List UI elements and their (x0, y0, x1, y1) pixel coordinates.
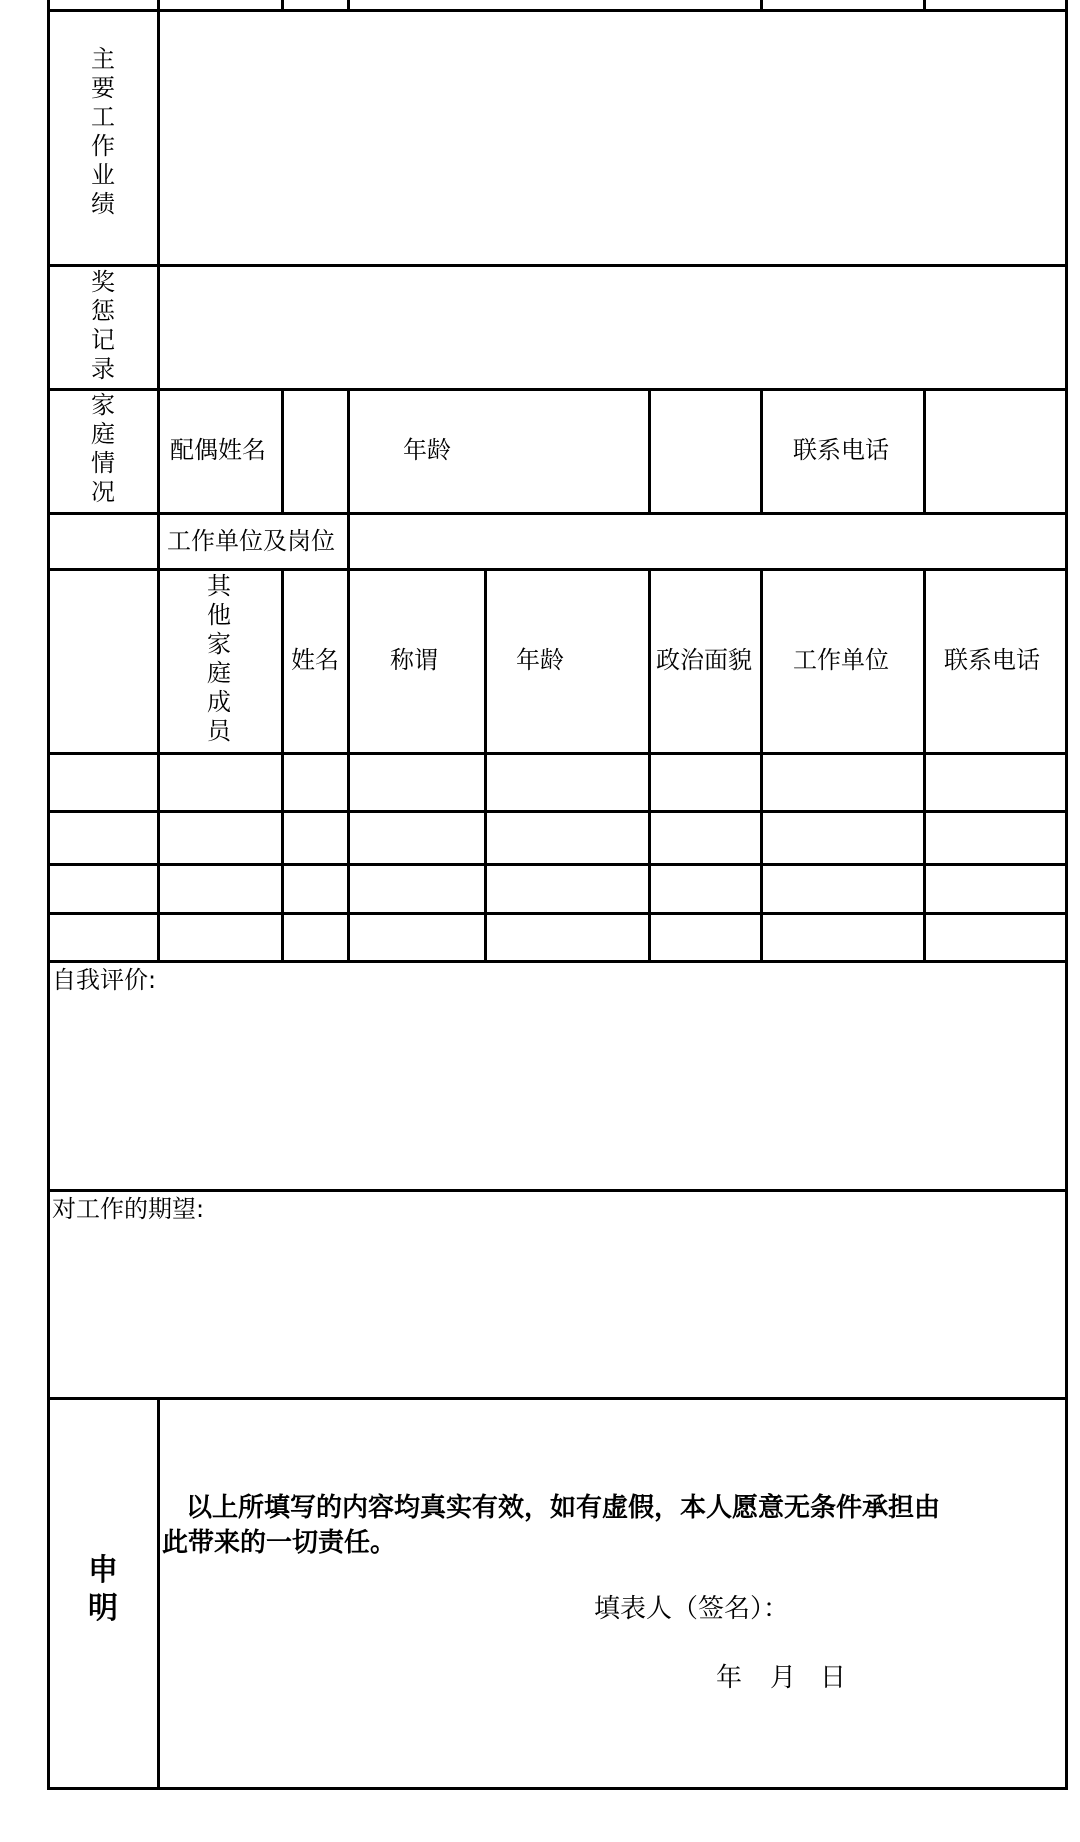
spouse-name-label: 配偶姓名 (170, 436, 266, 464)
work-performance-label: 主要工作业绩 (91, 45, 115, 218)
rule-h-self (47, 1189, 1068, 1192)
col-work-unit-header: 工作单位 (793, 646, 889, 674)
rule-v-col1-decl (157, 1397, 160, 1790)
date-year: 年 (716, 1663, 743, 1693)
spouse-age-field[interactable] (651, 391, 760, 512)
work-performance-field[interactable] (160, 12, 1065, 264)
rule-v-col6-top (760, 0, 763, 12)
rule-v-col3-top (347, 0, 350, 12)
rule-h-workunit (47, 568, 1068, 571)
date-month: 月 (770, 1663, 797, 1693)
col-phone-header: 联系电话 (944, 646, 1040, 674)
self-evaluation-field[interactable] (50, 1000, 1065, 1189)
rule-v-col7-table (923, 568, 926, 963)
declaration-label: 申明 (88, 1553, 118, 1626)
declaration-line1: 以上所填写的内容均真实有效，如有虚假，本人愿意无条件承担由 (186, 1493, 941, 1523)
rule-v-col3-table (347, 568, 350, 963)
rule-h-row1 (47, 810, 1068, 813)
rule-h-row3 (47, 912, 1068, 915)
spouse-age-label: 年龄 (403, 436, 451, 464)
rule-v-right (1065, 0, 1068, 1790)
rule-h-reward (47, 388, 1068, 391)
rule-v-col2-top (281, 0, 284, 12)
col-name-header: 姓名 (291, 646, 339, 674)
rule-v-col7-top (923, 0, 926, 12)
date-day: 日 (820, 1663, 847, 1693)
rule-v-col1-bottom (157, 568, 160, 963)
rule-h-header (47, 752, 1068, 755)
rewards-label: 奖惩记录 (91, 268, 115, 383)
rule-v-col6-spouse (760, 388, 763, 515)
rewards-field[interactable] (160, 267, 1065, 388)
self-evaluation-label: 自我评价: (52, 966, 157, 994)
rule-v-col4-table (484, 568, 487, 963)
work-unit-position-label: 工作单位及岗位 (167, 527, 335, 555)
work-unit-position-field[interactable] (350, 515, 1065, 568)
col-relation-header: 称谓 (390, 646, 438, 674)
rule-h-bottom (47, 1787, 1068, 1790)
rule-v-col6-table (760, 568, 763, 963)
signature-label: 填表人（签名）： (594, 1594, 790, 1624)
col-political-header: 政治面貌 (656, 646, 752, 674)
spouse-phone-label: 联系电话 (793, 436, 889, 464)
declaration-line2: 此带来的一切责任。 (162, 1528, 397, 1558)
family-label: 家庭情况 (91, 391, 115, 506)
rule-h-row2 (47, 863, 1068, 866)
rule-v-left (47, 0, 50, 1790)
rule-v-col5-table (648, 568, 651, 963)
other-members-label: 其他家庭成员 (207, 572, 231, 745)
spouse-name-field[interactable] (284, 391, 347, 512)
spouse-phone-field[interactable] (926, 391, 1065, 512)
rule-h-expect (47, 1397, 1068, 1400)
expectation-field[interactable] (50, 1228, 1065, 1397)
expectation-label: 对工作的期望: (52, 1195, 205, 1223)
rule-h-row4 (47, 960, 1068, 963)
signature-field[interactable] (820, 1588, 1020, 1628)
col-age-header: 年龄 (516, 646, 564, 674)
rule-v-col2-table (281, 568, 284, 963)
